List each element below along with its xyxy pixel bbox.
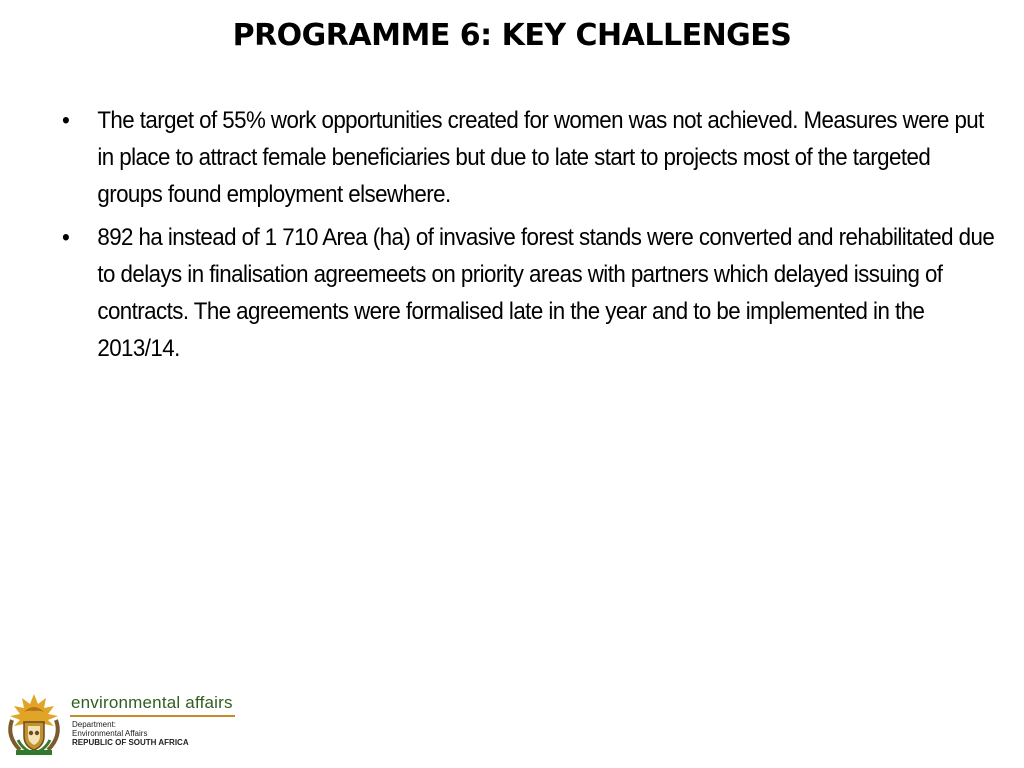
bullet-list [62,102,995,373]
dept-label: Department: [72,720,117,729]
bullet-dot-icon: • [62,107,70,134]
bullet-item [62,219,995,367]
brand-divider [70,715,235,717]
bullet-text: 892 ha instead of 1 710 Area (ha) of invasive forest stands were converted and rehabilitated due to delays in finalisation agreemeets on priority areas with partners which delayed issuing of contracts. The agreements were formalised late in the year and to be implemented in the 2013/14. [97,224,995,362]
slide-title: PROGRAMME 6: KEY CHALLENGES [232,18,792,53]
dept-name: Environmental Affairs [72,729,148,738]
brand-name: environmental affairs [71,693,233,712]
department-logo [2,690,237,758]
bullet-text: The target of 55% work opportunities created for women was not achieved. Measures were put in place to attract female beneficiaries but due to late start to projects most of the targeted groups found employment elsewhere. [97,107,984,208]
bullet-item [62,102,995,213]
country-name: REPUBLIC OF SOUTH AFRICA [72,738,189,747]
bullet-dot-icon: • [62,224,70,251]
coat-of-arms-icon [2,690,66,756]
